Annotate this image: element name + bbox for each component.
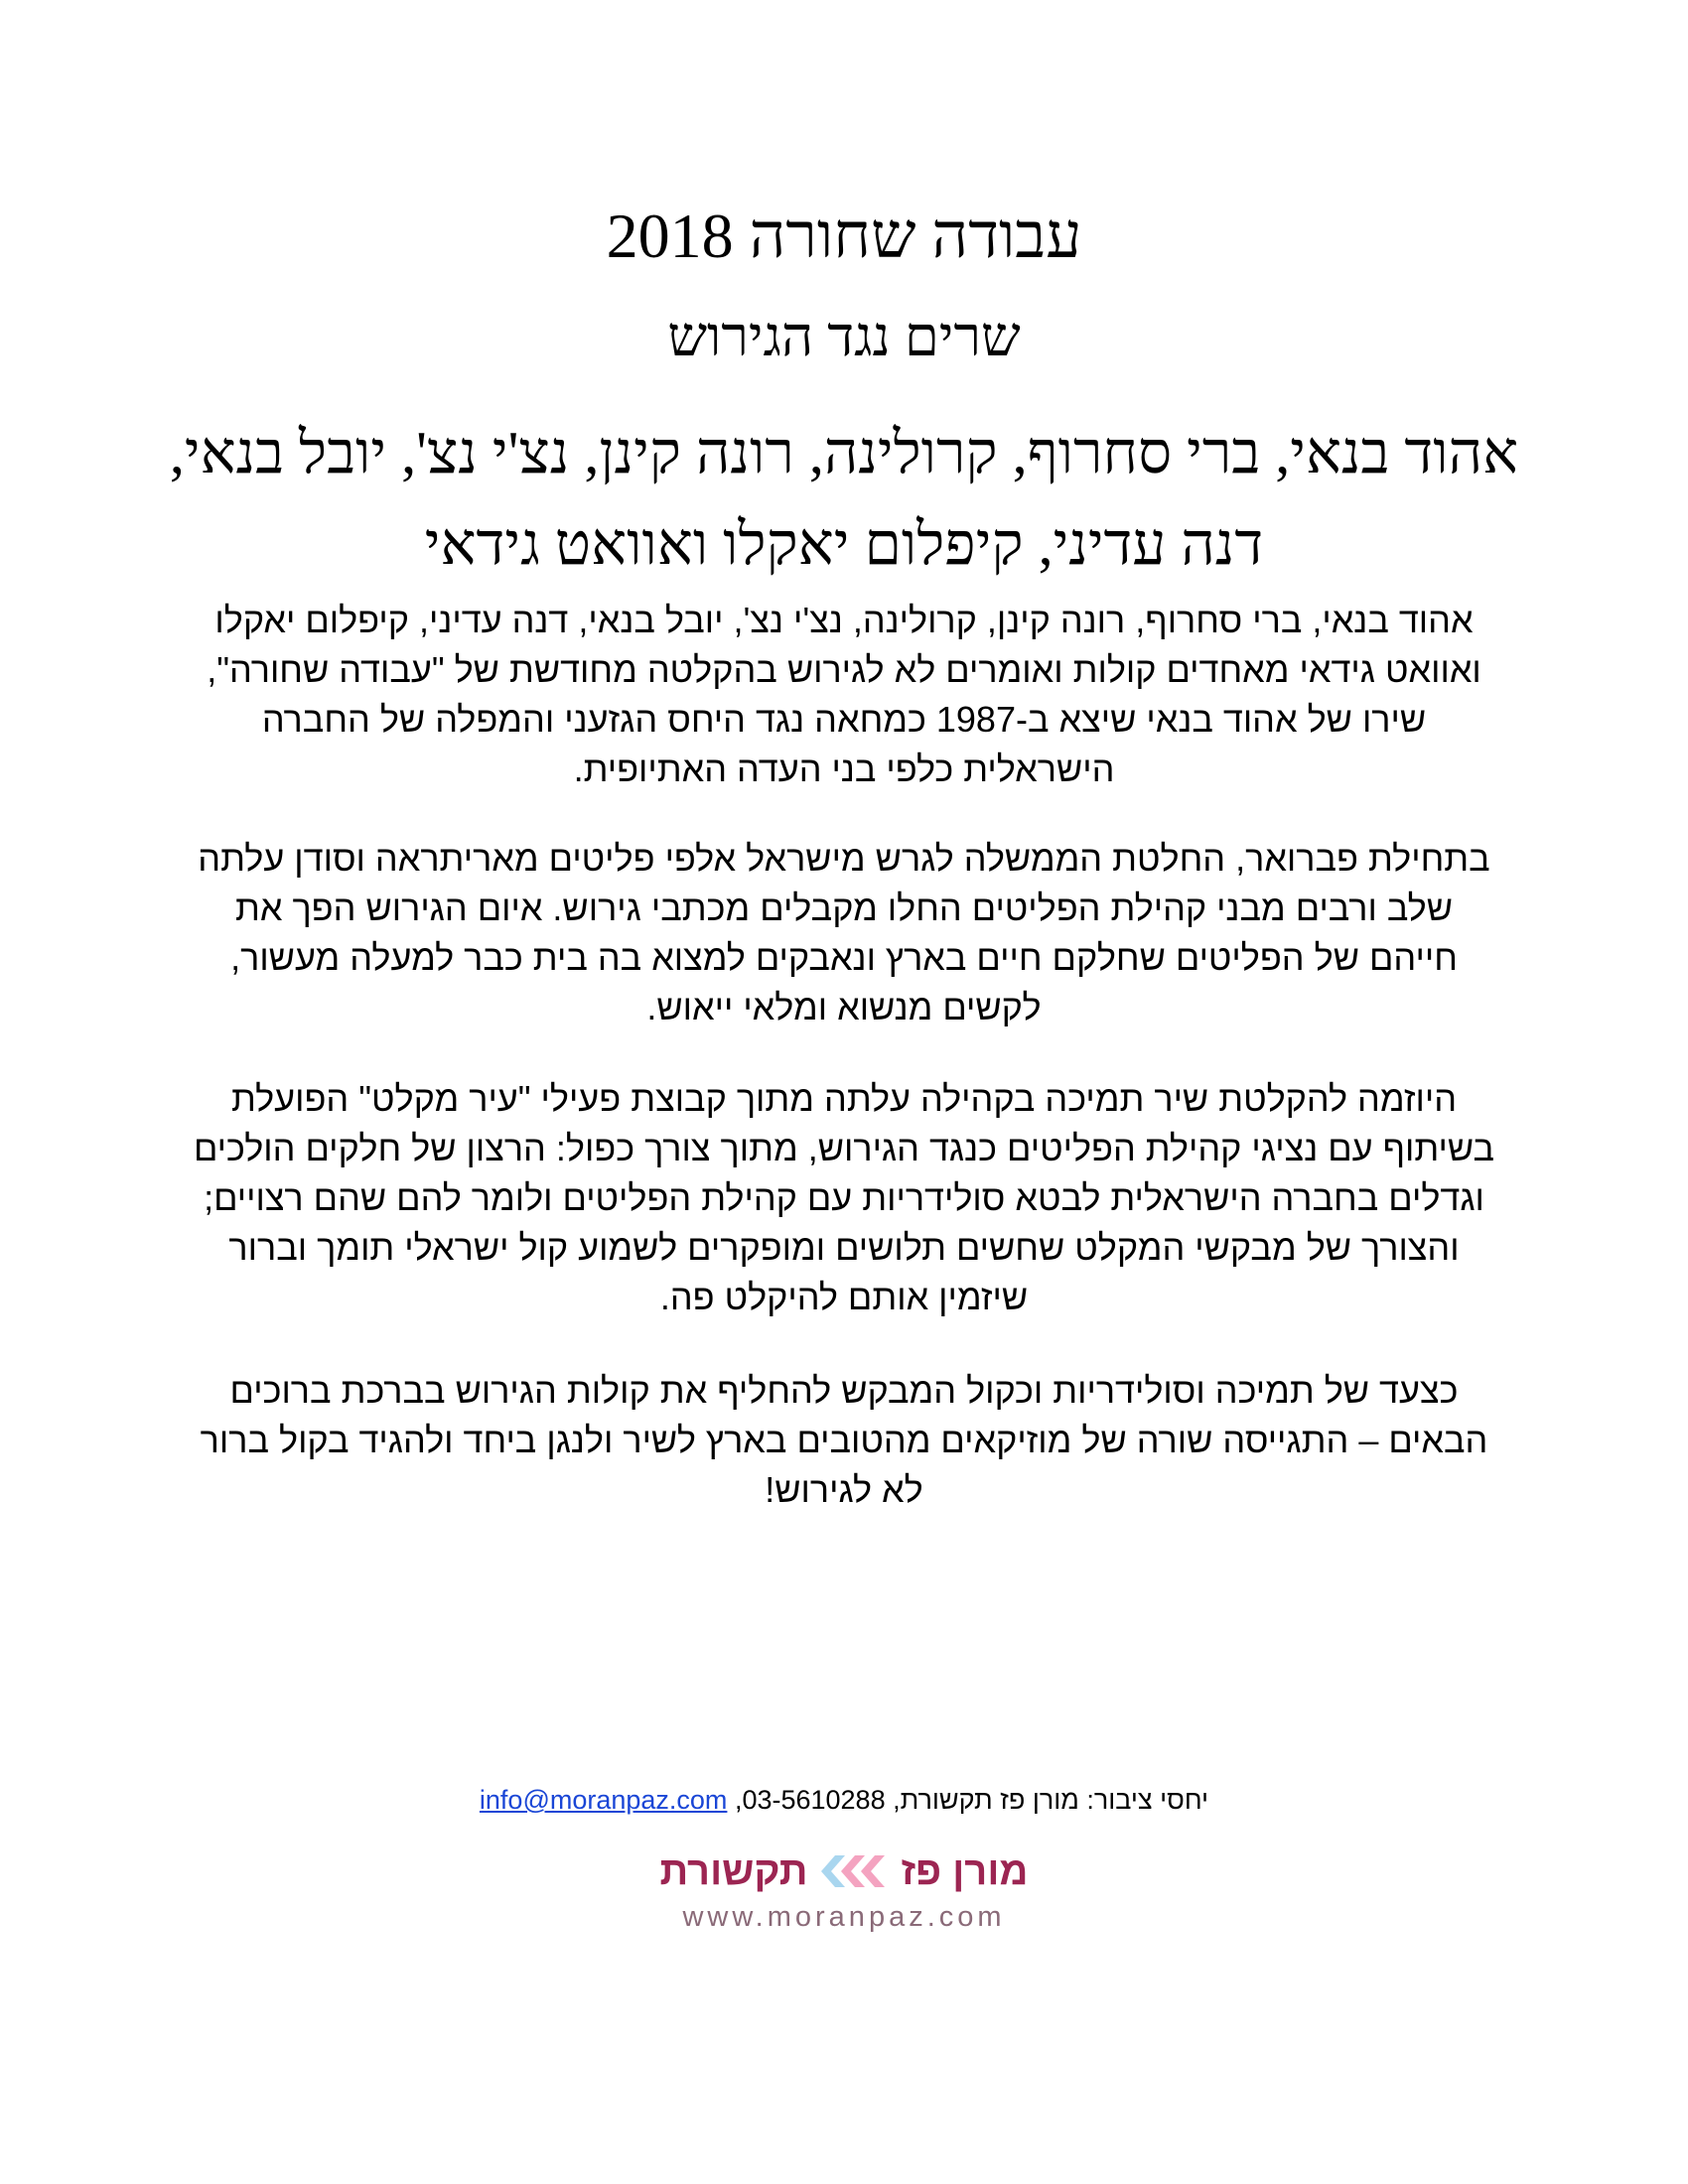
logo-name-part-1: מורן פז (901, 1849, 1029, 1893)
company-logo (0, 1842, 1688, 1951)
document-subtitle: שרים נגד הגירוש (667, 307, 1021, 368)
pr-contact-email-link[interactable]: info@moranpaz.com (479, 1785, 728, 1815)
artists-heading: אהוד בנאי, ברי סחרוף, קרולינה, רונה קינן, נצ'י נצ', יובל בנאי, דנה עדיני, קיפלום יאקלו ואוואט גידאי (169, 420, 1519, 577)
logo-name-part-2: תקשורת (659, 1849, 808, 1893)
body-paragraph-1: אהוד בנאי, ברי סחרוף, רונה קינן, קרולינה, נצ'י נצ', יובל בנאי, דנה עדיני, קיפלום יאקלו ואוואט גידאי מאחדים קולות ואומרים לא לגירוש בהקלטה מחודשת של "עבודה שחורה", שירו של אהוד בנאי שיצא ב-1987 כמחאה נגד היחס הגזעני והמפלה של החברה הישראלית כלפי בני העדה האתיופית. (207, 600, 1481, 789)
logo-wordmark (0, 1842, 1688, 1901)
pr-contact-label: יחסי ציבור: מורן פז תקשורת, 03-5610288, (734, 1785, 1209, 1815)
body-paragraph-4: כצעד של תמיכה וסולידריות וכקול המבקש להחליף את קולות הגירוש בברכת ברוכים הבאים – התגייסה שורה של מוזיקאים מהטובים בארץ לשיר ולנגן ביחד ולהגיד בקול ברור לא לגירוש! (200, 1370, 1488, 1510)
body-paragraph-2: בתחילת פברואר, החלטת הממשלה לגרש מישראל אלפי פליטים מאריתראה וסודן עלתה שלב ורבים מבני קהילת הפליטים החלו מקבלים מכתבי גירוש. איום הגירוש הפך את חייהם של הפליטים שחלקם חיים בארץ ונאבקים למצוא בה בית כבר למעלה מעשור, לקשים מנשוא ומלאי ייאוש. (198, 838, 1490, 1027)
pr-contact-line (0, 1782, 1688, 1818)
document-title: עבודה שחורה 2018 (606, 201, 1082, 271)
body-paragraph-3: היוזמה להקלטת שיר תמיכה בקהילה עלתה מתוך קבוצת פעילי "עיר מקלט" הפועלת בשיתוף עם נציגי קהילת הפליטים כנגד הגירוש, מתוך צורך כפול: הרצון של חלקים הולכים וגדלים בחברה הישראלית לבטא סולידריות עם קהילת הפליטים ולומר להם שהם רצויים; והצורך של מבקשי המקלט שחשים תלושים ומופקרים לשמוע קול ישראלי תומך וברור שיזמין אותם להיקלט פה. (193, 1078, 1494, 1317)
logo-website-url: www.moranpaz.com (682, 1901, 1006, 1933)
double-chevron-icon (817, 1851, 891, 1891)
